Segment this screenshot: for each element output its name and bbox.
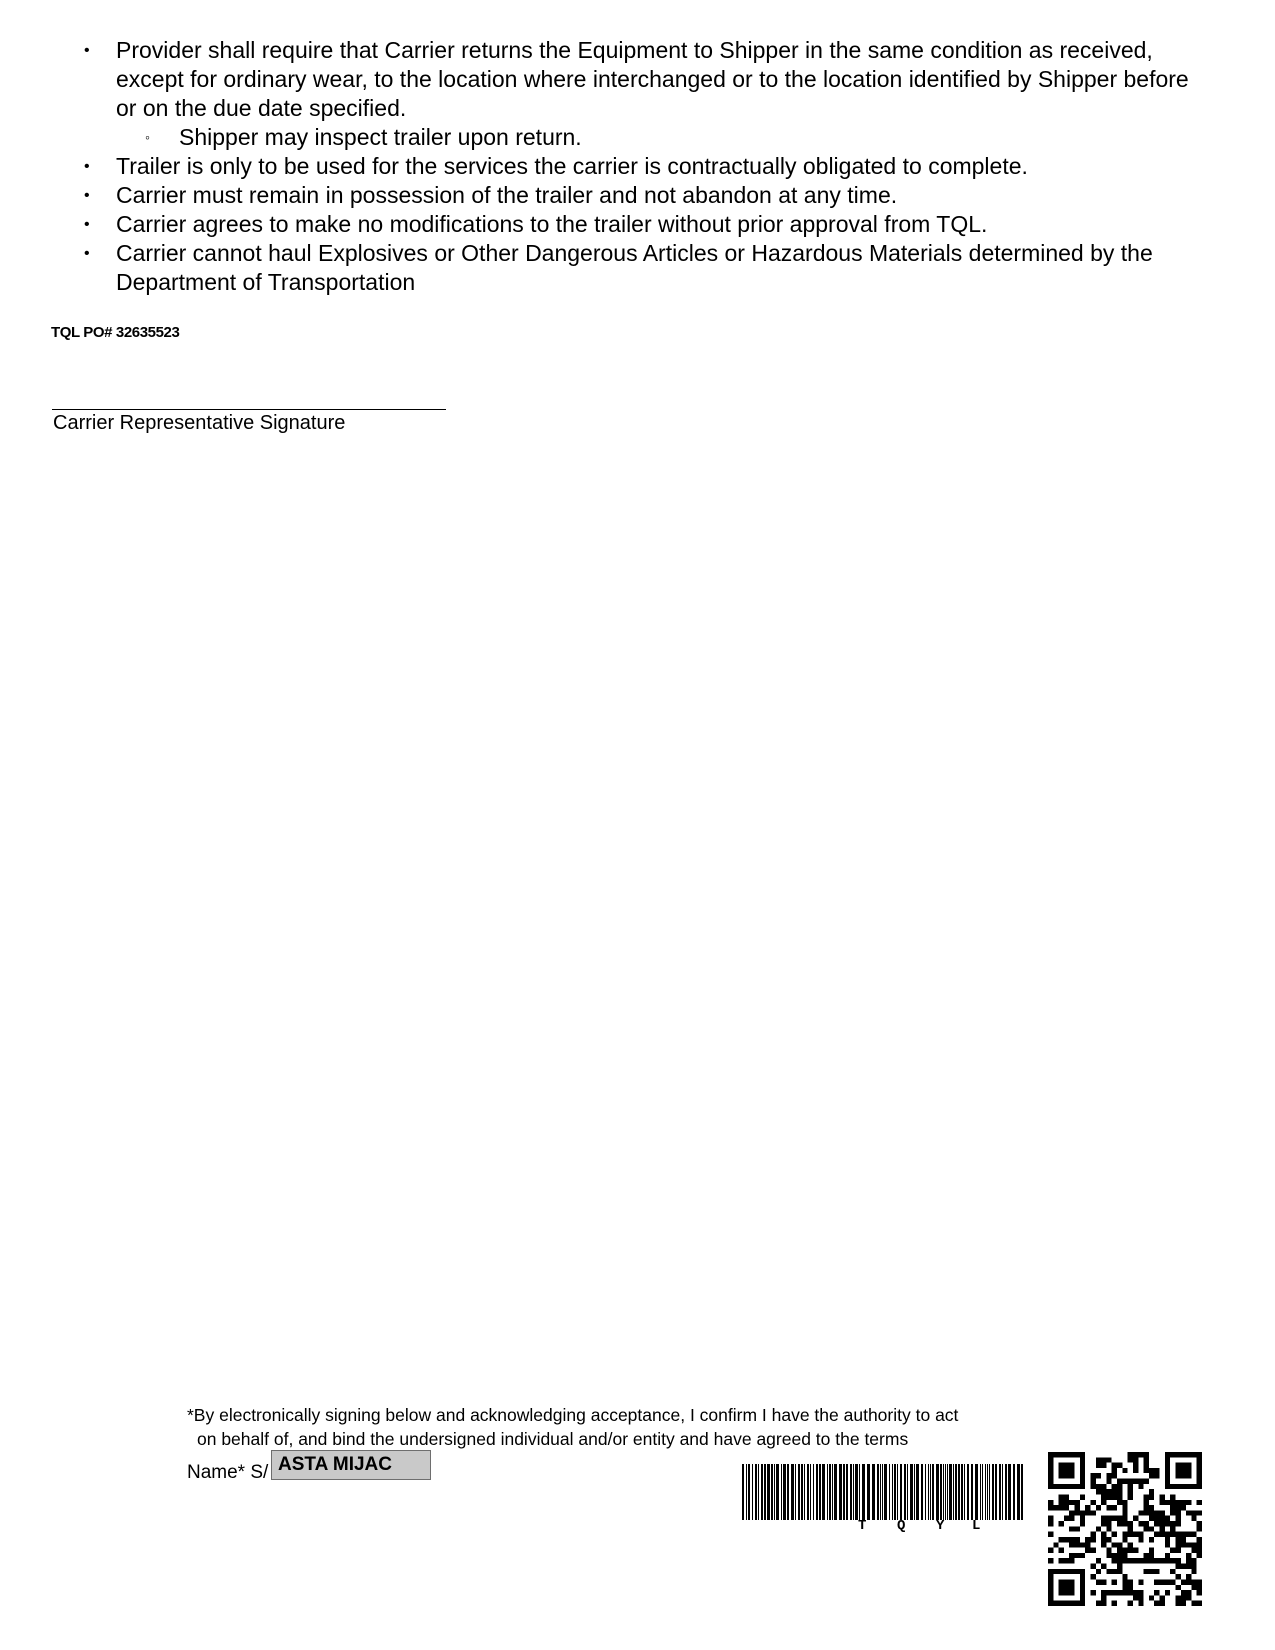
barcode-char: Y bbox=[936, 1518, 945, 1534]
acknowledgement-line: *By electronically signing below and acknowledging acceptance, I confirm I have the authority to act bbox=[187, 1405, 959, 1425]
qr-code-icon bbox=[1048, 1452, 1202, 1606]
acknowledgement-text bbox=[187, 1403, 958, 1451]
signature-label: Carrier Representative Signature bbox=[53, 412, 346, 434]
terms-item-text: Provider shall require that Carrier returns the Equipment to Shipper in the same condition as received, except for ordinary wear, to the location where interchanged or to the location identified by Shipper before or on the due date specified. bbox=[116, 37, 1189, 121]
terms-list bbox=[0, 36, 1275, 297]
terms-item-text: Carrier agrees to make no modifications to the trailer without prior approval from TQL. bbox=[116, 211, 988, 237]
terms-item-text: Shipper may inspect trailer upon return. bbox=[179, 124, 582, 150]
terms-item bbox=[0, 210, 1275, 239]
name-label: Name* S/ bbox=[187, 1462, 269, 1483]
terms-item bbox=[0, 36, 1275, 123]
po-number: TQL PO# 32635523 bbox=[51, 324, 180, 341]
bullet-icon: • bbox=[84, 216, 90, 233]
sub-bullet-icon: ◦ bbox=[145, 129, 150, 145]
terms-item bbox=[0, 181, 1275, 210]
name-input[interactable]: ASTA MIJAC bbox=[271, 1450, 431, 1480]
bullet-icon: • bbox=[84, 245, 90, 262]
terms-item-text: Carrier must remain in possession of the trailer and not abandon at any time. bbox=[116, 182, 898, 208]
bullet-icon: • bbox=[84, 158, 90, 175]
bullet-icon: • bbox=[84, 42, 90, 59]
terms-item-text: Trailer is only to be used for the services the carrier is contractually obligated to complete. bbox=[116, 153, 1028, 179]
terms-subitem bbox=[0, 123, 1275, 152]
barcode-char: L bbox=[972, 1518, 981, 1534]
acknowledgement-line: on behalf of, and bind the undersigned individual and/or entity and have agreed to the terms bbox=[197, 1429, 909, 1449]
terms-item bbox=[0, 152, 1275, 181]
barcode-icon bbox=[742, 1464, 1026, 1520]
barcode-char: Q bbox=[897, 1518, 906, 1534]
terms-item-text: Carrier cannot haul Explosives or Other Dangerous Articles or Hazardous Materials determined by the Department of Transportation bbox=[116, 240, 1153, 295]
barcode-char: T bbox=[858, 1518, 867, 1534]
signature-line bbox=[52, 409, 446, 410]
terms-item bbox=[0, 239, 1275, 297]
bullet-icon: • bbox=[84, 187, 90, 204]
